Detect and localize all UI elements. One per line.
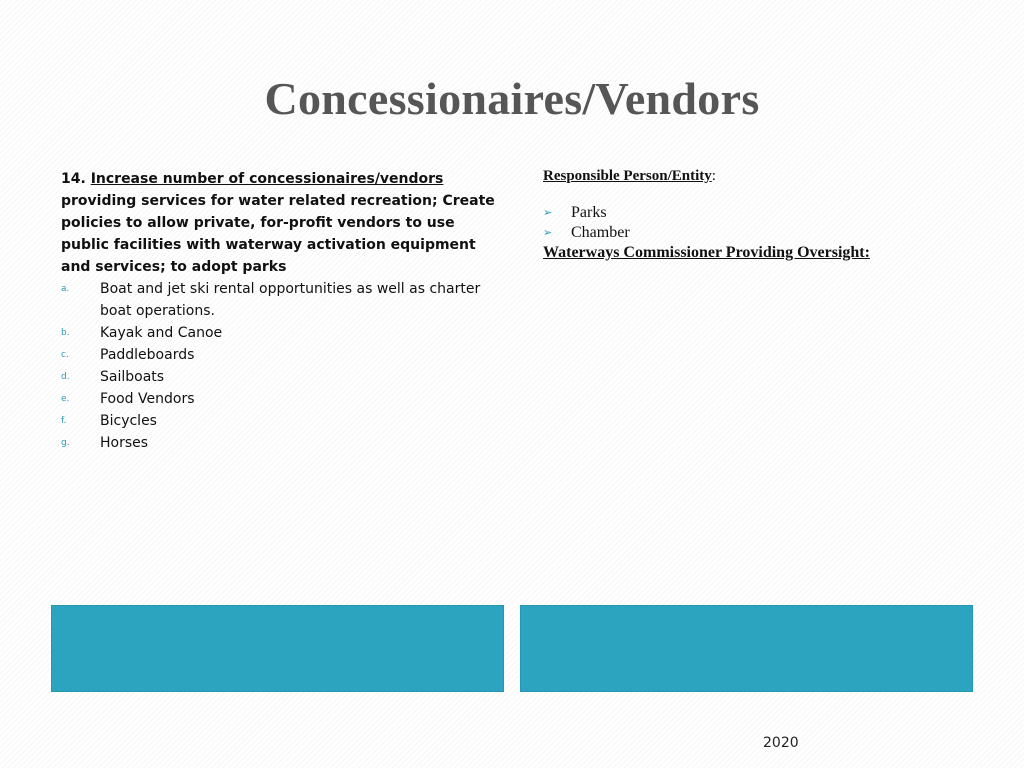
responsible-colon: : xyxy=(711,168,716,184)
item-number: 14. xyxy=(61,171,86,187)
list-marker: a. xyxy=(61,284,70,294)
list-item xyxy=(61,344,501,366)
responsible-section xyxy=(543,168,963,263)
list-item xyxy=(61,322,501,344)
list-item-text: Bicycles xyxy=(100,413,157,429)
list-marker: e. xyxy=(61,394,70,404)
arrow-bullet-icon: ➢ xyxy=(543,227,553,239)
sub-items-list xyxy=(61,278,501,454)
list-item xyxy=(543,223,963,243)
oversight-label: Waterways Commissioner Providing Oversight: xyxy=(543,244,870,261)
list-item xyxy=(543,203,963,223)
responsible-label: Responsible Person/Entity xyxy=(543,168,712,184)
list-item-text: Parks xyxy=(571,204,607,221)
slide-title: Concessionaires/Vendors xyxy=(264,73,760,124)
goal-lead-rest: providing services for water related recreation; Create policies to allow private, for-profit vendors to use public facilities with waterway activation equipment and services; to adopt parks xyxy=(61,193,495,275)
list-item xyxy=(61,366,501,388)
list-marker: f. xyxy=(61,416,67,426)
list-item-text: Boat and jet ski rental opportunities as well as charter boat operations. xyxy=(100,281,481,319)
list-marker: c. xyxy=(61,350,69,360)
list-marker: d. xyxy=(61,372,70,382)
arrow-bullet-icon: ➢ xyxy=(543,207,553,219)
responsible-list xyxy=(543,203,963,243)
list-item xyxy=(61,278,501,322)
list-item xyxy=(61,410,501,432)
list-item-text: Kayak and Canoe xyxy=(100,325,223,341)
accent-box-left xyxy=(51,605,504,692)
list-item-text: Horses xyxy=(100,435,149,451)
list-item-text: Food Vendors xyxy=(100,391,195,407)
footer-year: 2020 xyxy=(763,735,799,751)
list-marker: g. xyxy=(61,438,70,448)
goal-lead-underlined: Increase number of concessionaires/vendors xyxy=(90,171,444,187)
list-item-text: Sailboats xyxy=(100,369,165,385)
list-item xyxy=(61,388,501,410)
list-marker: b. xyxy=(61,328,70,338)
goal-lead xyxy=(61,168,501,278)
accent-box-right xyxy=(520,605,973,692)
list-item-text: Paddleboards xyxy=(100,347,195,363)
list-item xyxy=(61,432,501,454)
goal-description xyxy=(61,168,501,454)
responsible-heading xyxy=(543,168,963,185)
list-item-text: Chamber xyxy=(571,224,630,241)
